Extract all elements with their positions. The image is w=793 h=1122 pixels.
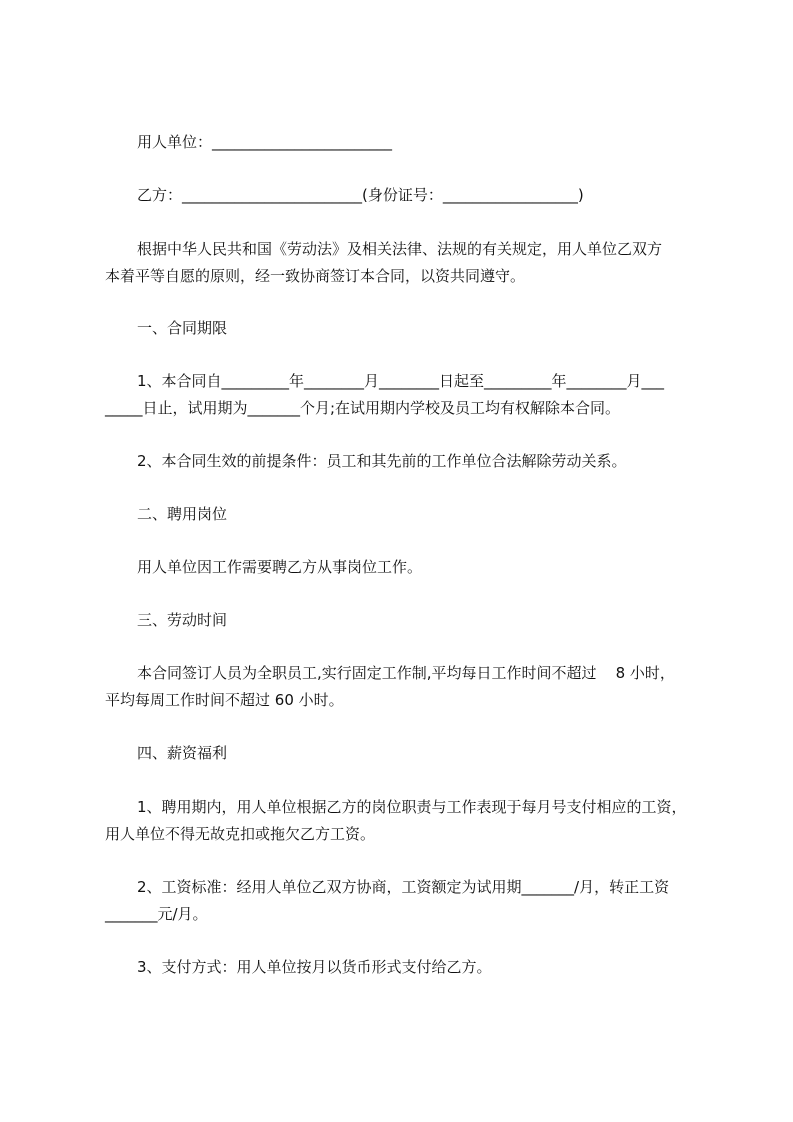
section-4-item-1-line-2: 用人单位不得无故克扣或拖欠乙方工资。: [105, 825, 376, 843]
section-4-item-3: 3、支付方式：用人单位按月以货币形式支付给乙方。: [137, 958, 492, 976]
section-4-item-2-line-2: _______元/月。: [105, 905, 208, 923]
section-4-title: 四、薪资福利: [137, 744, 228, 762]
section-3-text-line-2: 平均每周工作时间不超过 60 小时。: [105, 691, 344, 709]
section-4-item-2-line-1: 2、工资标准：经用人单位乙双方协商，工资额定为试用期_______/月，转正工资: [137, 878, 670, 896]
preamble-line-1: 根据中华人民共和国《劳动法》及相关法律、法规的有关规定，用人单位乙双方: [137, 240, 663, 258]
section-1-title: 一、合同期限: [137, 319, 228, 337]
section-1-item-2: 2、本合同生效的前提条件：员工和其先前的工作单位合法解除劳动关系。: [137, 452, 627, 470]
section-2-text: 用人单位因工作需要聘乙方从事岗位工作。: [137, 558, 423, 576]
preamble-line-2: 本着平等自愿的原则，经一致协商签订本合同，以资共同遵守。: [105, 267, 526, 285]
section-1-item-1-line-1: 1、本合同自_________年________月________日起至_________年________月___: [137, 372, 665, 390]
section-3-title: 三、劳动时间: [137, 611, 228, 629]
section-2-title: 二、聘用岗位: [137, 505, 228, 523]
section-4-item-1-line-1: 1、聘用期内，用人单位根据乙方的岗位职责与工作表现于每月号支付相应的工资，: [137, 798, 687, 816]
section-3-text-line-1: 本合同签订人员为全职员工,实行固定工作制,平均每日工作时间不超过 8 小时，: [137, 664, 675, 682]
employee-line: 乙方：________________________(身份证号：__________________): [137, 186, 584, 204]
section-1-item-1-line-2: _____日止，试用期为_______个月;在试用期内学校及员工均有权解除本合同。: [105, 399, 621, 417]
employer-line: 用人单位：________________________: [137, 133, 393, 151]
